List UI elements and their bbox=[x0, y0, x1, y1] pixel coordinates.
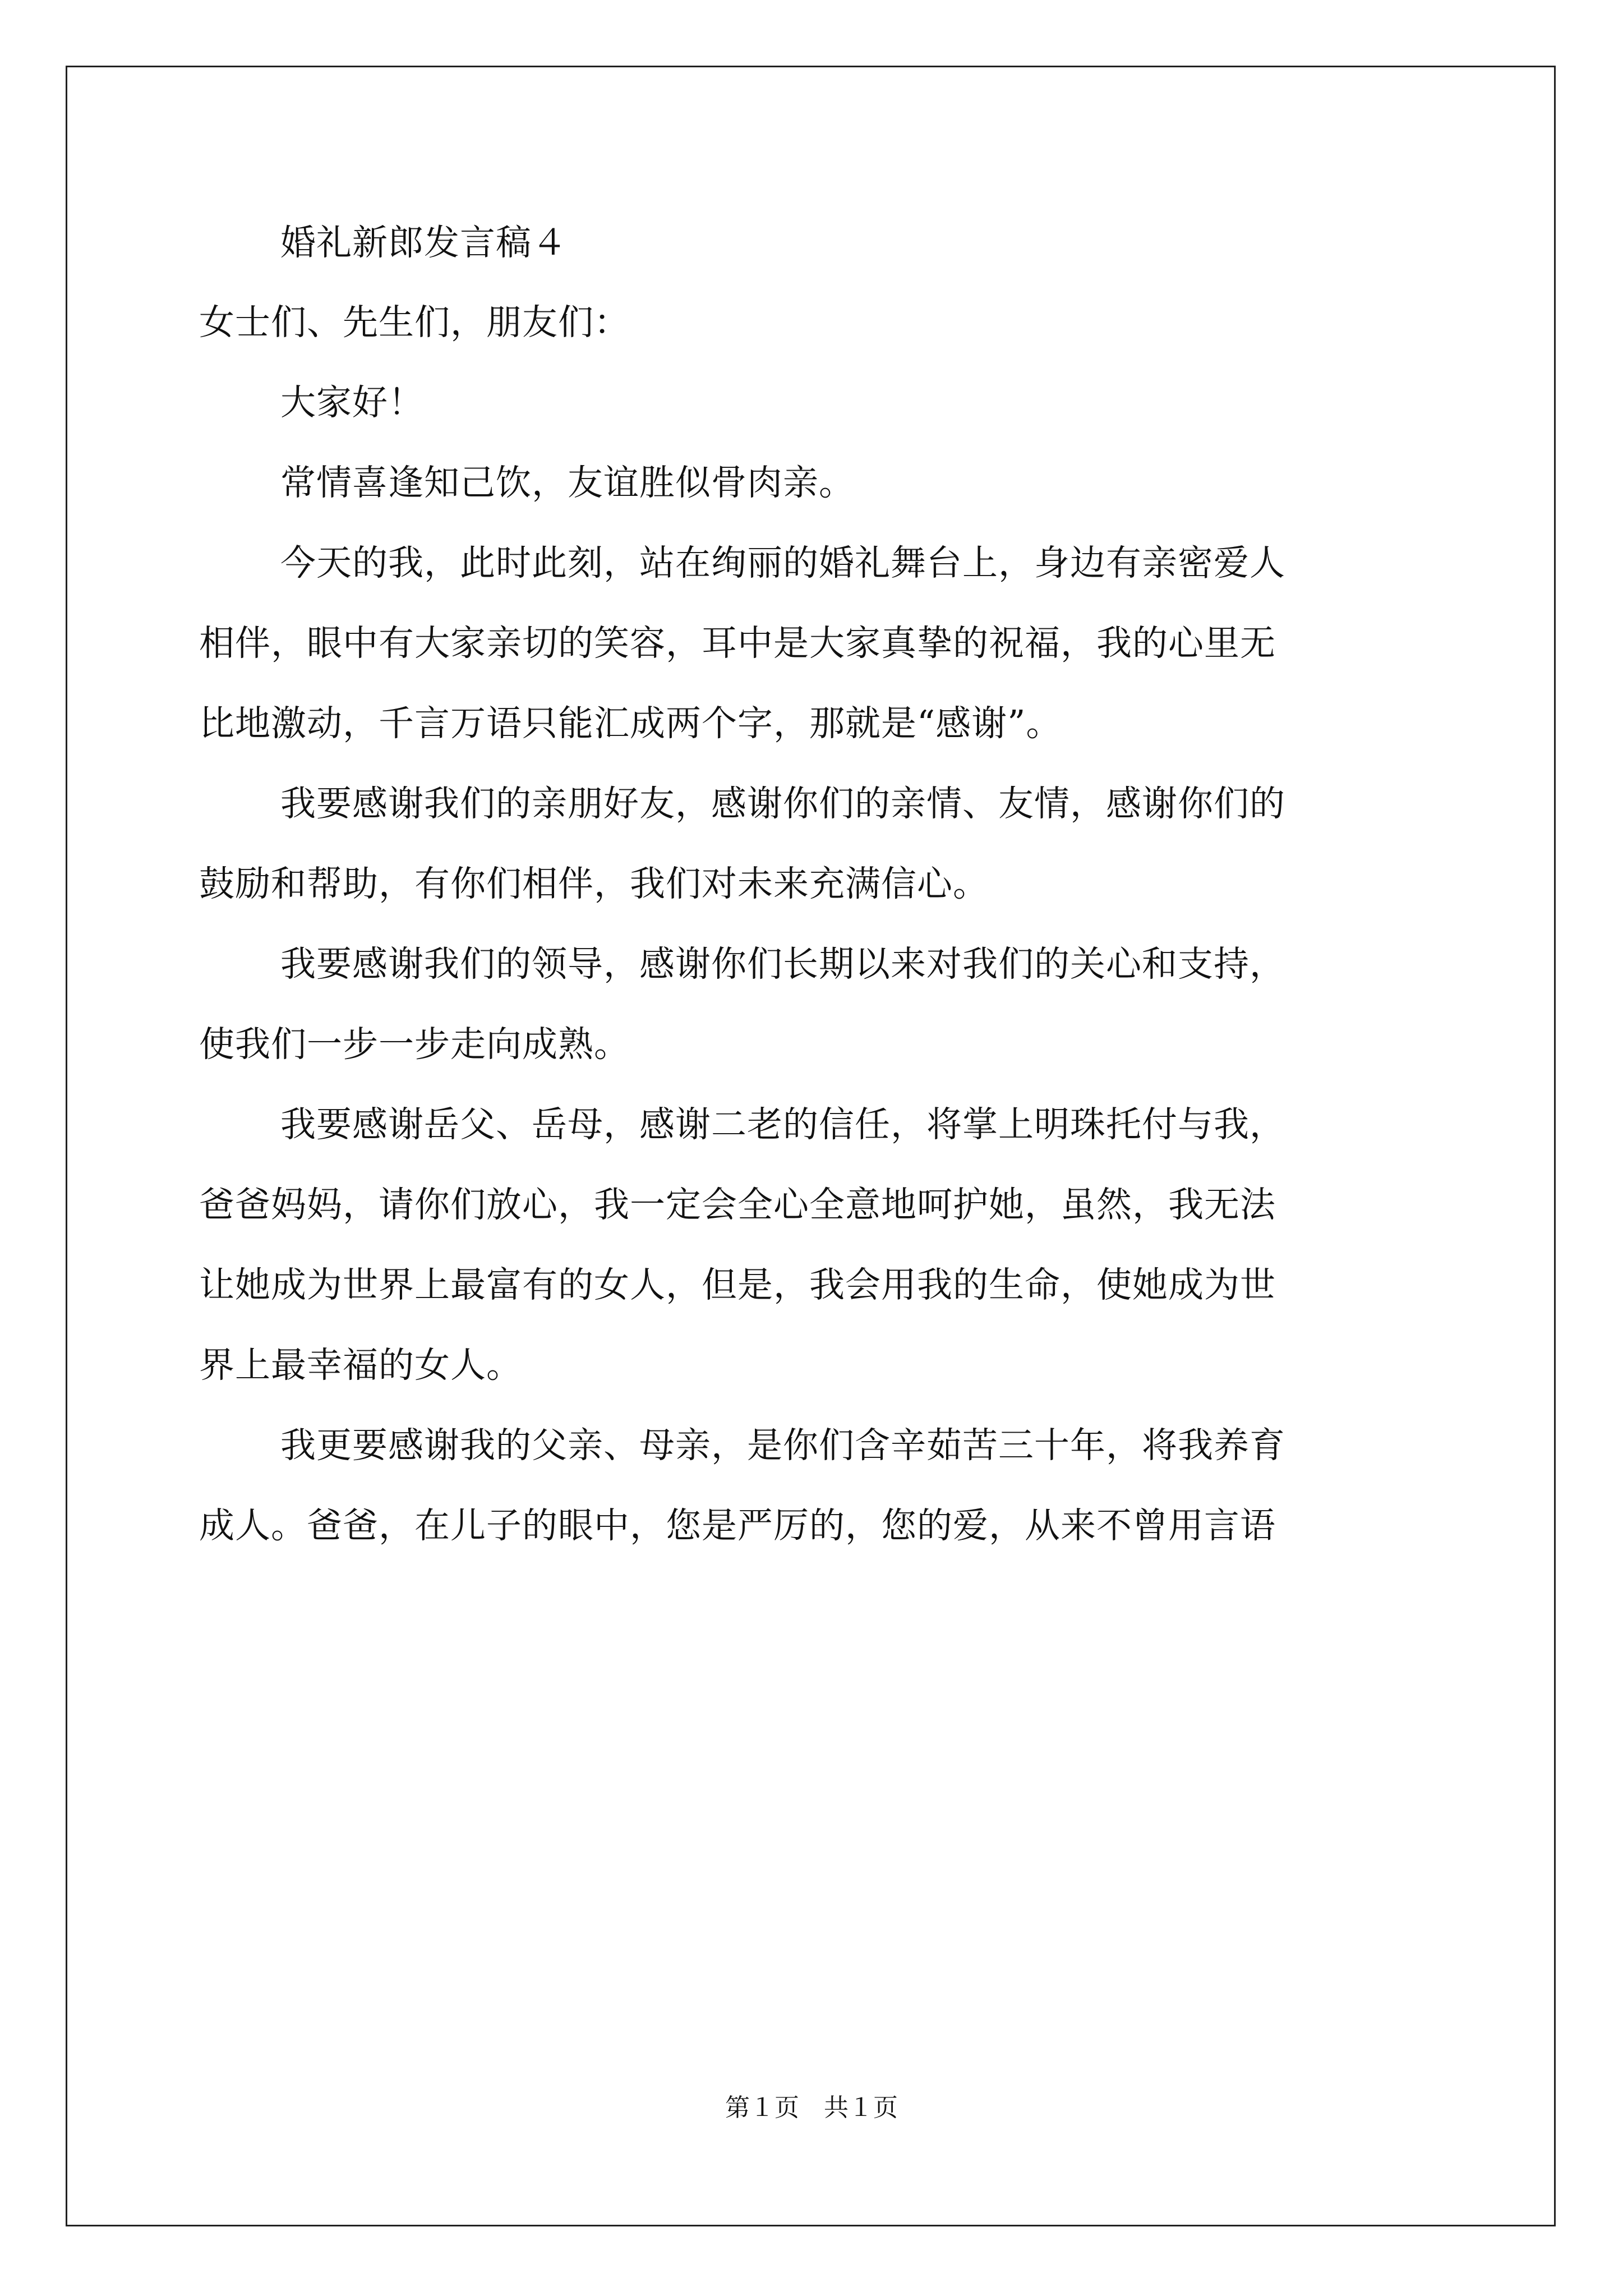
paragraph-line: 我要感谢我们的领导，感谢你们长期以来对我们的关心和支持， bbox=[280, 944, 1285, 984]
paragraph-line: 常情喜逢知己饮，友谊胜似骨肉亲。 bbox=[280, 462, 855, 503]
paragraph-line: 相伴，眼中有大家亲切的笑容，耳中是大家真挚的祝福，我的心里无 bbox=[199, 623, 1276, 664]
salutation: 女士们、先生们，朋友们： bbox=[199, 302, 630, 343]
paragraph-line: 我更要感谢我的父亲、母亲，是你们含辛茹苦三十年，将我养育 bbox=[280, 1425, 1285, 1466]
paragraph-line: 今天的我，此时此刻，站在绚丽的婚礼舞台上，身边有亲密爱人 bbox=[280, 542, 1285, 583]
paragraph-line: 我要感谢岳父、岳母，感谢二老的信任，将掌上明珠托付与我， bbox=[280, 1104, 1285, 1145]
paragraph-line: 成人。爸爸，在儿子的眼中，您是严厉的，您的爱，从来不曾用言语 bbox=[199, 1505, 1276, 1546]
document-title: 婚礼新郎发言稿４ bbox=[280, 222, 568, 263]
paragraph-line: 使我们一步一步走向成熟。 bbox=[199, 1024, 630, 1065]
page-number: 第１页 共１页 bbox=[725, 2093, 898, 2122]
paragraph-line: 让她成为世界上最富有的女人，但是，我会用我的生命，使她成为世 bbox=[199, 1264, 1276, 1305]
paragraph-line: 爸爸妈妈，请你们放心，我一定会全心全意地呵护她，虽然，我无法 bbox=[199, 1184, 1276, 1225]
paragraph-line: 界上最幸福的女人。 bbox=[199, 1345, 522, 1386]
paragraph-line: 我要感谢我们的亲朋好友，感谢你们的亲情、友情，感谢你们的 bbox=[280, 783, 1285, 824]
greeting: 大家好！ bbox=[280, 382, 424, 423]
paragraph-line: 比地激动，千言万语只能汇成两个字，那就是“感谢”。 bbox=[199, 703, 1062, 744]
paragraph-line: 鼓励和帮助，有你们相伴，我们对未来充满信心。 bbox=[199, 863, 989, 904]
